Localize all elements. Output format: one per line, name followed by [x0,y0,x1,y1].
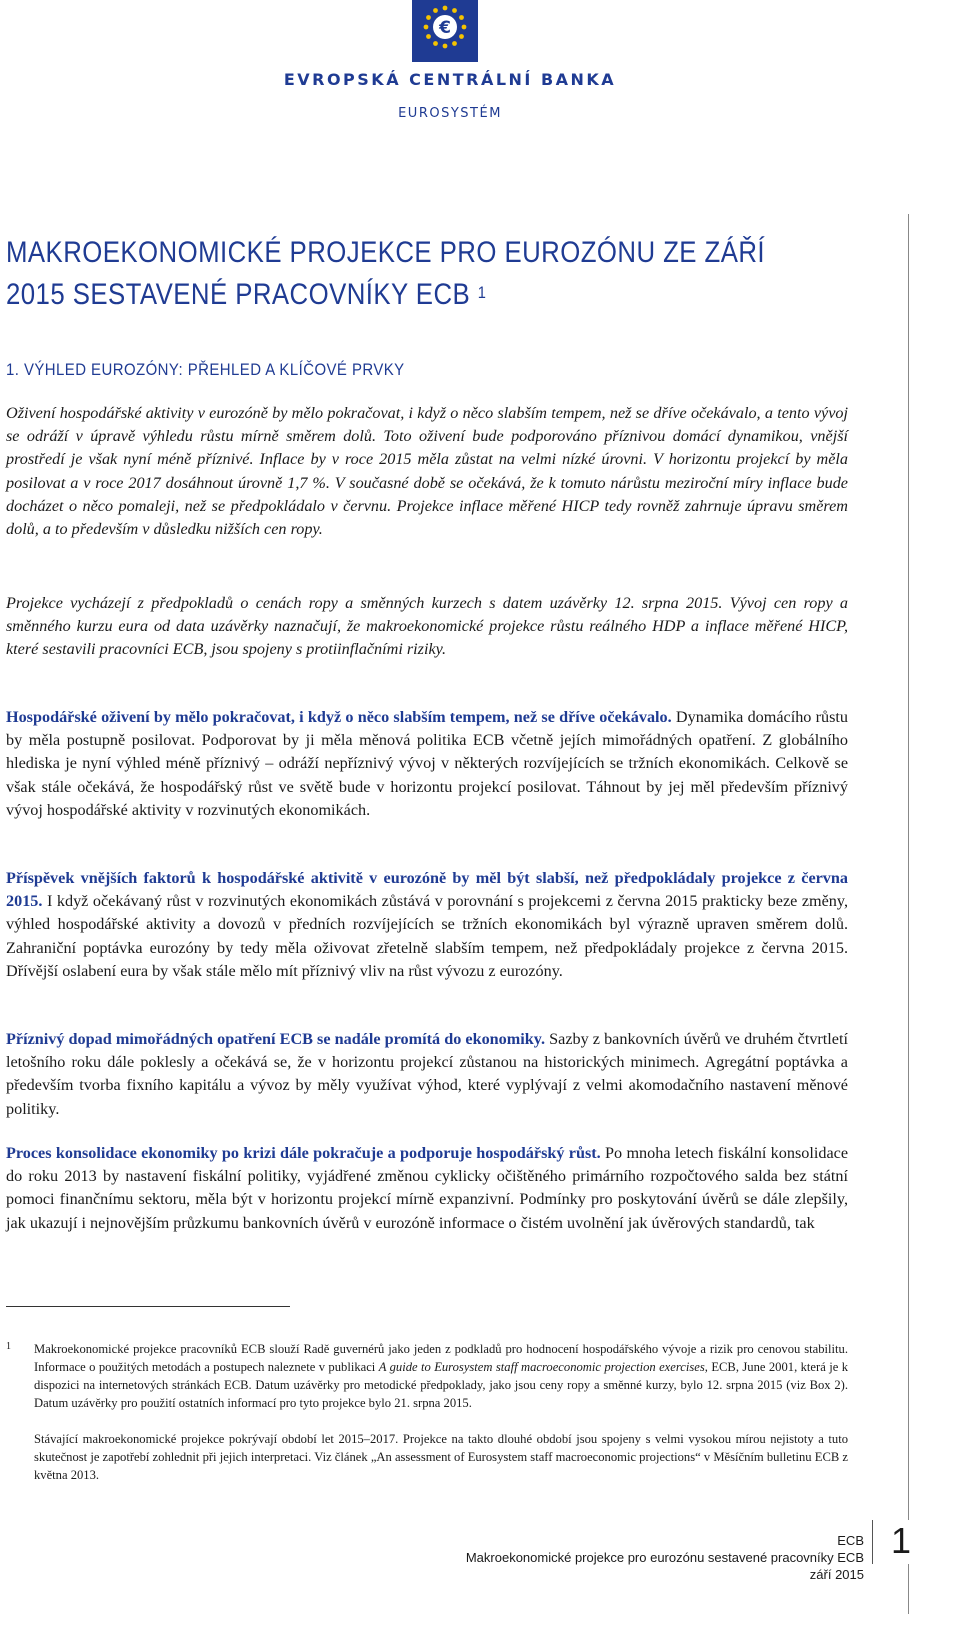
footnote-publication: A guide to Eurosystem staff macroeconomic projection exercises [378,1360,705,1374]
footer-date: září 2015 [809,1567,864,1582]
page-footer [440,1532,864,1583]
document-title [6,232,892,316]
right-margin-rule [908,214,909,1614]
eurosystem-label: EUROSYSTÉM [398,106,502,121]
title-footnote-ref[interactable]: 1 [477,283,487,302]
paragraph-body: Dynamika domácího růstu by měla postupně posilovat. Podporovat by ji měla měnová politika ECB včetně jejích mimořádných opatření. Z globálního hlediska je nyní výhled méně příznivý – odráží nepříznivý vývoj v některých rozvíjejících se tržních ekonomikách. Celkově se však stále očekává, že hospodářský růst ve světě bude v horizontu projekcí posilovat. Táhnout by jej měl především příznivý vývoj hospodářské aktivity v rozvinutých ekonomikách. [6,708,848,819]
eu-flag-logo-icon [412,0,478,62]
footer-org: ECB [837,1533,864,1548]
paragraph-consolidation [6,1142,848,1235]
footnote-separator [6,1306,290,1307]
paragraph-body: Po mnoha letech fiskální konsolidace do roku 2013 by nastavení fiskální politiky, vyjádřené změnou cyklicky očištěného primárního rozpočtového salda bez státní pomoci finančnímu sektoru, měla být v horizontu projekcí mírně expanzivní. Podmínky pro poskytování úvěrů se dále zlepšily, jak ukazují i nejnovějším průzkumu bankovních úvěrů v eurozóně informace o čistém uvolnění jak úvěrových standardů, tak [6,1144,849,1232]
euro-symbol: € [439,18,451,38]
footnote-text [34,1340,848,1412]
paragraph-lead: Příznivý dopad mimořádných opatření ECB se nadále promítá do ekonomiky. [6,1030,546,1048]
paragraph-recovery [6,706,848,822]
footnote-part-1: Makroekonomické projekce pracovníků ECB slouží Radě guvernérů jako jeden z podkladů pro hodnocení hospodářského vývoje a rizik pro cenovou stabilitu. Informace o použitých metodách a postupech naleznete v publikaci [34,1342,848,1374]
paragraph-body: I když očekávaný růst v rozvinutých ekonomikách zůstává v porovnání s projekcemi z června 2015 prakticky beze změny, výhled hospodářské aktivity a dovozů v předních rozvíjejících se tržních ekonomikách byl výrazně upraven směrem dolů. Zahraniční poptávka eurozóny by tedy měla oživovat zřetelně slabším tempem, než předpokládaly projekce z června 2015. Dřívější oslabení eura by však stále mělo mít příznivý vliv na růst vývozu z eurozóny. [6,892,848,980]
title-line-1: MAKROEKONOMICKÉ PROJEKCE PRO EUROZÓNU ZE ZÁŘÍ [6,236,766,269]
paragraph-body: Sazby z bankovních úvěrů ve druhém čtvrtletí letošního roku dále poklesly a očekává se, že v horizontu projekcí zůstanou na historických minimech. Agregátní poptávka a především tvorba fixního kapitálu a vývoz by měly využívat výhod, které vyplývají z velmi akomodačního nastavení měnové politiky. [6,1030,848,1118]
title-line-2: 2015 SESTAVENÉ PRACOVNÍKY ECB [6,278,471,311]
section-heading: 1. VÝHLED EUROZÓNY: PŘEHLED A KLÍČOVÉ PRVKY [6,360,405,379]
paragraph-lead: Příspěvek vnějších faktorů k hospodářské aktivitě v eurozóně by měl být slabší, než předpokládaly projekce z června 2015. [6,869,848,911]
intro-paragraph: Oživení hospodářské aktivity v eurozóně by mělo pokračovat, i když o něco slabším tempem, než se dříve očekávalo, a tento vývoj se odráží v úpravě výhledu růstu mírně směrem dolů. Toto oživení bude podporováno příznivou domácí dynamikou, vnější prostředí je však nyní méně příznivé. Inflace by v roce 2015 měla zůstat na velmi nízké úrovni. V horizontu projekcí by měla posilovat a v roce 2017 dosáhnout úrovně 1,7 %. V současné době se očekává, že k tomuto nárůstu meziroční míry inflace bude docházet o něco pomaleji, než se předpokládalo v červnu. Projekce inflace měřené HICP tedy rovněž zahrnuje úpravu směrem dolů, a to především v důsledku nižších cen ropy. [6,404,848,539]
footer-doc-title: Makroekonomické projekce pro eurozónu sestavené pracovníky ECB [465,1550,864,1565]
paragraph-external-factors [6,867,848,983]
assumptions-paragraph: Projekce vycházejí z předpokladů o cenách ropy a směnných kurzech s datem uzávěrky 12. srpna 2015. Vývoj cen ropy a směnného kurzu eura od data uzávěrky naznačují, že makroekonomické projekce růstu reálného HDP a inflace měřené HICP, které sestavili pracovníci ECB, jsou spojeny s protiinflačními riziky. [6,594,848,659]
paragraph-lead: Hospodářské oživení by mělo pokračovat, i když o něco slabším tempem, než se dříve očekávalo. [6,708,672,726]
footnote-text-second: Stávající makroekonomické projekce pokrývají období let 2015–2017. Projekce na takto dlouhé období jsou spojeny s velmi vysokou mírou nejistoty a tuto skutečnost je zapotřebí zohlednit při jejich interpretaci. Viz článek „An assessment of Eurosystem staff macroeconomic projections“ v Měsíčním bulletinu ECB z května 2013. [34,1432,848,1482]
footnote-mark: 1 [6,1341,11,1352]
footnote-part-2: , ECB, June 2001, která je k dispozici na internetových stránkách ECB. Datum uzávěrky pro metodické předpoklady, jako jsou ceny ropy a směnné kurzy, bylo 12. srpna 2015 (viz Box 2). Datum uzávěrky pro použití ostatních informací pro tyto projekce bylo 21. srpna 2015. [34,1360,849,1410]
paragraph-ecb-measures [6,1028,848,1121]
paragraph-lead: Proces konsolidace ekonomiky po krizi dále pokračuje a podporuje hospodářský růst. [6,1144,601,1162]
bank-name: EVROPSKÁ CENTRÁLNÍ BANKA [283,70,617,89]
page-number: 1 [876,1520,926,1564]
footer-divider [872,1520,873,1564]
